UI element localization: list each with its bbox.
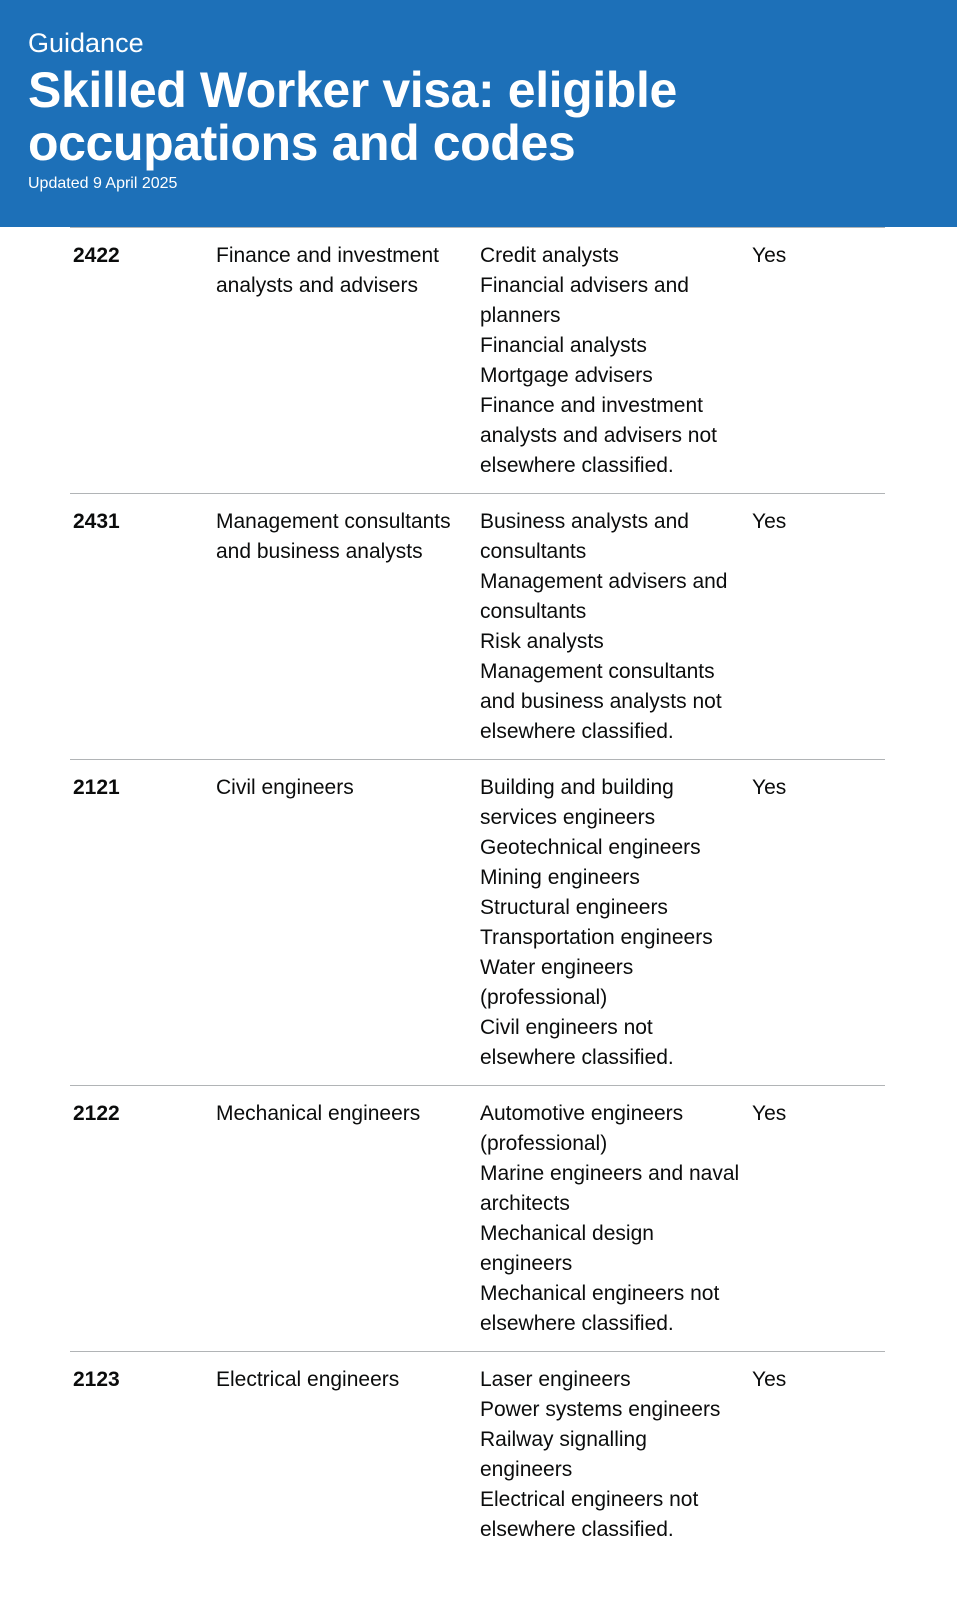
table-row <box>70 493 885 759</box>
job-title: Civil engineers not elsewhere classified. <box>480 1016 674 1069</box>
job-title: Mechanical design engineers <box>480 1222 654 1275</box>
page-title <box>28 64 929 170</box>
page-header <box>0 0 957 227</box>
job-titles-list <box>480 241 752 481</box>
job-title: Structural engineers <box>480 896 668 919</box>
job-title: Geotechnical engineers <box>480 836 701 859</box>
eligibility-value: Yes <box>752 244 787 267</box>
job-titles-list <box>480 507 752 747</box>
occupation-name: Finance and investment analysts and advisers <box>216 244 439 297</box>
page-title-line-1: Skilled Worker visa: eligible <box>28 62 677 118</box>
occupation-code: 2431 <box>73 510 120 533</box>
job-title: Mortgage advisers <box>480 364 653 387</box>
occupation-name: Mechanical engineers <box>216 1102 421 1125</box>
job-titles-list <box>480 1099 752 1339</box>
occupations-table <box>70 227 885 1557</box>
job-title: Laser engineers <box>480 1368 631 1391</box>
occupation-name: Management consultants and business analysts <box>216 510 451 563</box>
eligibility-value: Yes <box>752 1368 787 1391</box>
job-title: Risk analysts <box>480 630 604 653</box>
occupation-code: 2422 <box>73 244 120 267</box>
page-title-line-2: occupations and codes <box>28 115 576 171</box>
occupation-code: 2121 <box>73 776 120 799</box>
job-titles-list <box>480 1365 752 1545</box>
table-row <box>70 1085 885 1351</box>
page-caption: Guidance <box>28 28 144 58</box>
eligibility-value: Yes <box>752 1102 787 1125</box>
updated-date: Updated 9 April 2025 <box>28 175 178 192</box>
job-title: Marine engineers and naval architects <box>480 1162 740 1215</box>
occupation-code: 2122 <box>73 1102 120 1125</box>
job-title: Finance and investment analysts and advisers not elsewhere classified. <box>480 394 717 477</box>
job-title: Financial advisers and planners <box>480 274 689 327</box>
table-row <box>70 227 885 493</box>
eligibility-value: Yes <box>752 776 787 799</box>
table-row <box>70 1351 885 1557</box>
job-title: Mechanical engineers not elsewhere classified. <box>480 1282 720 1335</box>
job-title: Business analysts and consultants <box>480 510 689 563</box>
job-title: Automotive engineers (professional) <box>480 1102 684 1155</box>
job-title: Management advisers and consultants <box>480 570 728 623</box>
job-title: Credit analysts <box>480 244 619 267</box>
job-title: Management consultants and business analysts not elsewhere classified. <box>480 660 722 743</box>
job-title: Water engineers (professional) <box>480 956 634 1009</box>
job-title: Electrical engineers not elsewhere classified. <box>480 1488 699 1541</box>
job-title: Power systems engineers <box>480 1398 721 1421</box>
table-row <box>70 759 885 1085</box>
occupation-name: Civil engineers <box>216 776 354 799</box>
job-title: Railway signalling engineers <box>480 1428 647 1481</box>
occupation-name: Electrical engineers <box>216 1368 400 1391</box>
job-title: Financial analysts <box>480 334 647 357</box>
job-title: Building and building services engineers <box>480 776 674 829</box>
job-titles-list <box>480 773 752 1073</box>
occupation-code: 2123 <box>73 1368 120 1391</box>
eligibility-value: Yes <box>752 510 787 533</box>
job-title: Mining engineers <box>480 866 640 889</box>
job-title: Transportation engineers <box>480 926 713 949</box>
